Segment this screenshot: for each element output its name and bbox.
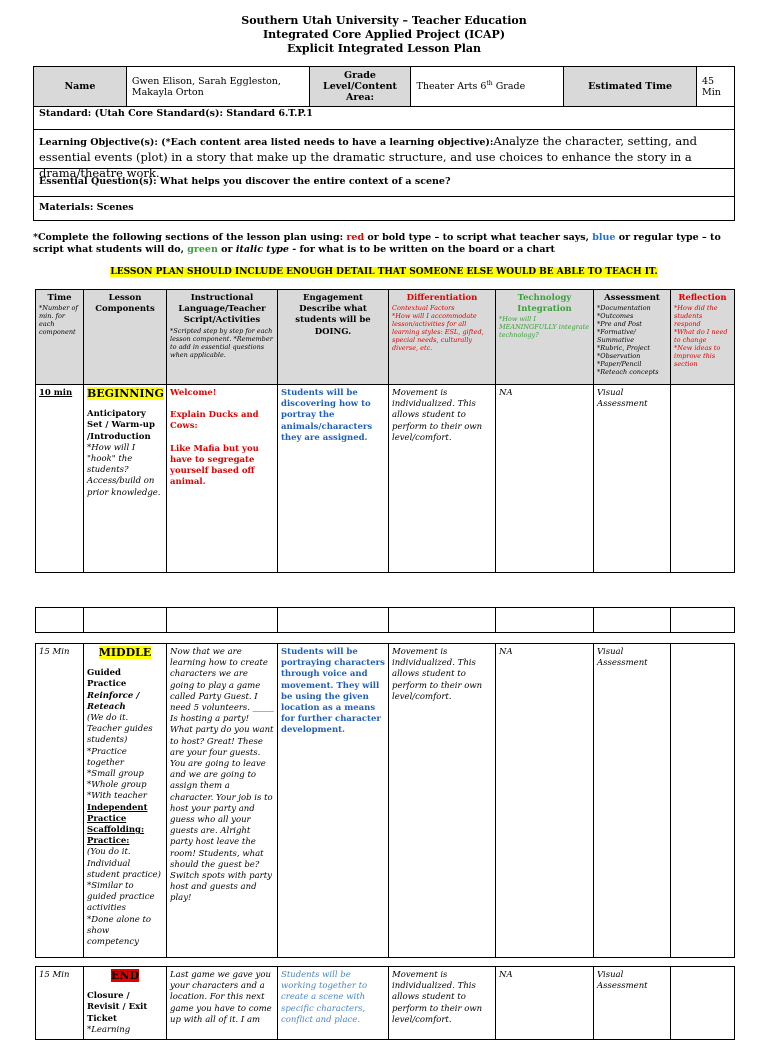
middle-diff: Movement is individualized. This allows student to perform to their own level/comfort. — [389, 644, 496, 958]
doc-title-line1: Southern Utah University – Teacher Education — [241, 14, 527, 27]
end-reflect — [671, 967, 735, 1040]
grid-header-row — [36, 290, 735, 385]
detail-notice-text: LESSON PLAN SHOULD INCLUDE ENOUGH DETAIL THAT SOMEONE ELSE WOULD BE ABLE TO TEACH IT. — [110, 267, 658, 277]
col-assess-note: *Documentation *Outcomes *Pre and Post *Formative/ Summative *Rubric, Project *Observation *Paper/Pencil *Reteach concepts — [597, 304, 659, 377]
end-row — [36, 967, 735, 1040]
spacer-row — [36, 608, 735, 633]
col-reflect-label: Reflection — [678, 293, 727, 303]
instr-green-word: green — [187, 244, 218, 255]
middle-assess: Visual Assessment — [594, 644, 671, 958]
instr-italic-word: italic type — [235, 244, 289, 255]
end-instr: Last game we gave you your characters and a location. For this next game you have to come up with all of it. I am — [167, 967, 278, 1040]
learning-objective-label: Learning Objective(s): (*Each content area listed needs to have a learning objective): — [39, 137, 494, 148]
middle-indep: Independent Practice Scaffolding: Practice: — [87, 802, 148, 847]
spacer-cell — [594, 608, 671, 633]
col-reflect — [671, 290, 735, 385]
middle-sub: Reinforce / Reteach — [87, 690, 140, 712]
col-lesson: Lesson Components — [84, 290, 167, 385]
spacer-cell — [84, 608, 167, 633]
instr-part5: - for what is to be written on the board or a chart — [288, 244, 555, 255]
learning-objective-row — [33, 130, 735, 180]
name-label: Name — [34, 67, 127, 107]
beginning-tech: NA — [496, 385, 594, 573]
grade-value-text: Theater Arts 6 — [416, 81, 487, 93]
end-badge: END — [111, 969, 139, 982]
middle-instr: Now that we are learning how to create characters we are going to play a game called Party Guest. I need 5 volunteers. _____ Is hosting a party! What party do you want to host? Great! These are your four guests. You are going to leave and we are going to assign them a character. Your job is to host your party and guess who all your guests are. Alright party host leave the room! Students, what should the guest be? Switch spots with party host and guests and play! — [167, 644, 278, 958]
beginning-badge: BEGINNING — [87, 387, 164, 400]
end-component — [84, 967, 167, 1040]
learning-objective-text: Analyze the character, setting, and essential events (plot) in a story that make up the dramatic structure, and use choices to enhance the story in a drama/theatre work. — [39, 134, 697, 180]
middle-engage: Students will be portraying characters through voice and movement. They will be using the given location as a means for further character development. — [278, 644, 389, 958]
instr-blue-word: blue — [592, 232, 616, 243]
middle-badge: MIDDLE — [98, 646, 152, 659]
beginning-note: *How will I "hook" the students? Access/build on prior knowledge. — [87, 442, 161, 498]
col-time-label: Time — [47, 293, 72, 303]
spacer-cell — [36, 608, 84, 633]
lesson-grid — [35, 289, 735, 573]
beginning-instr1: Welcome! — [170, 388, 217, 398]
end-table — [35, 966, 735, 1040]
col-tech-label: Technology Integration — [517, 293, 572, 315]
beginning-assess: Visual Assessment — [594, 385, 671, 573]
end-note: *Learning — [87, 1024, 131, 1035]
col-assess-label: Assessment — [604, 293, 660, 303]
color-instructions — [33, 232, 735, 256]
middle-title: Guided Practice — [87, 668, 127, 690]
col-instr — [167, 290, 278, 385]
col-tech-note: *How will I MEANINGFULLY integrate technology? — [499, 315, 590, 340]
beginning-engage: Students will be discovering how to portray the animals/characters they are assigned. — [278, 385, 389, 573]
spacer-cell — [278, 608, 389, 633]
col-diff-note1: Contextual Factors — [392, 304, 455, 313]
beginning-badge-wrap — [87, 388, 163, 401]
spacer-cell — [389, 608, 496, 633]
end-time: 15 Min — [36, 967, 84, 1040]
beginning-title: Anticipatory Set / Warm-up /Introduction — [87, 409, 155, 442]
end-engage: Students will be working together to create a scene with specific characters, conflict and place. — [278, 967, 389, 1040]
name-value: Gwen Elison, Sarah Eggleston, Makayla Orton — [126, 67, 309, 107]
materials-row: Materials: Scenes — [33, 197, 735, 221]
end-diff: Movement is individualized. This allows student to perform to their own level/comfort. — [389, 967, 496, 1040]
middle-table — [35, 643, 735, 958]
doc-title-line2: Integrated Core Applied Project (ICAP) — [262, 28, 506, 41]
beginning-row — [36, 385, 735, 573]
middle-reflect — [671, 644, 735, 958]
spacer-cell — [496, 608, 594, 633]
beginning-component — [84, 385, 167, 573]
instr-red-word: red — [346, 232, 365, 243]
col-diff — [389, 290, 496, 385]
grade-value-sup: th — [486, 80, 493, 88]
middle-time: 15 Min — [36, 644, 84, 958]
col-instr-label: Instructional Language/Teacher Script/Activities — [178, 293, 266, 326]
spacer-cell — [167, 608, 278, 633]
beginning-instr2: Explain Ducks and Cows: — [170, 410, 259, 432]
middle-note2: (You do it. Individual student practice) *Similar to guided practice activities *Done alone to show competency — [87, 847, 161, 948]
middle-component — [84, 644, 167, 958]
spacer-cell — [671, 608, 735, 633]
middle-tech: NA — [496, 644, 594, 958]
end-badge-wrap — [87, 970, 163, 983]
end-assess: Visual Assessment — [594, 967, 671, 1040]
doc-title-line3: Explicit Integrated Lesson Plan — [286, 42, 482, 55]
middle-row — [36, 644, 735, 958]
grade-label: Grade Level/Content Area: — [309, 67, 411, 107]
essential-question-row: Essential Question(s): What helps you discover the entire context of a scene? — [33, 169, 735, 197]
time-label: Estimated Time — [564, 67, 697, 107]
grade-value-post: Grade — [492, 81, 526, 93]
col-reflect-note: *How did the students respond *What do I need to change *New ideas to improve this section — [674, 304, 728, 369]
middle-note1: (We do it. Teacher guides students) *Practice together *Small group *Whole group *With teacher — [87, 713, 153, 802]
end-tech: NA — [496, 967, 594, 1040]
end-title: Closure / Revisit / Exit Ticket — [87, 991, 148, 1024]
instr-part3: or regular type – to script what students will do, — [33, 232, 721, 255]
col-diff-note2: *How will I accommodate lesson/activities for all learning styles: ESL, gifted, special needs, culturally diverse, etc. — [392, 312, 484, 353]
instr-part1: *Complete the following sections of the lesson plan using: — [33, 232, 347, 243]
detail-notice — [0, 267, 768, 277]
col-assess — [594, 290, 671, 385]
instr-part4: or — [217, 244, 236, 255]
col-engage: Engagement Describe what students will be DOING. — [278, 290, 389, 385]
col-diff-label: Differentiation — [406, 293, 478, 303]
spacer-table — [35, 607, 735, 633]
col-time-note: *Number of min. for each component — [39, 304, 78, 337]
col-instr-note: *Scripted step by step for each lesson component. *Remember to add in essential questions when applicable. — [170, 326, 273, 359]
beginning-instr — [167, 385, 278, 573]
beginning-time: 10 min — [36, 385, 84, 573]
middle-badge-wrap — [87, 647, 163, 660]
time-value: 45 Min — [697, 67, 735, 107]
beginning-instr3: Like Mafia but you have to segregate yourself based off animal. — [170, 443, 259, 488]
beginning-reflect — [671, 385, 735, 573]
col-tech — [496, 290, 594, 385]
beginning-diff: Movement is individualized. This allows student to perform to their own level/comfort. — [389, 385, 496, 573]
standard-row: Standard: (Utah Core Standard(s): Standard 6.T.P.1 — [33, 99, 735, 130]
instr-part2: or bold type – to script what teacher says, — [364, 232, 593, 243]
col-time — [36, 290, 84, 385]
